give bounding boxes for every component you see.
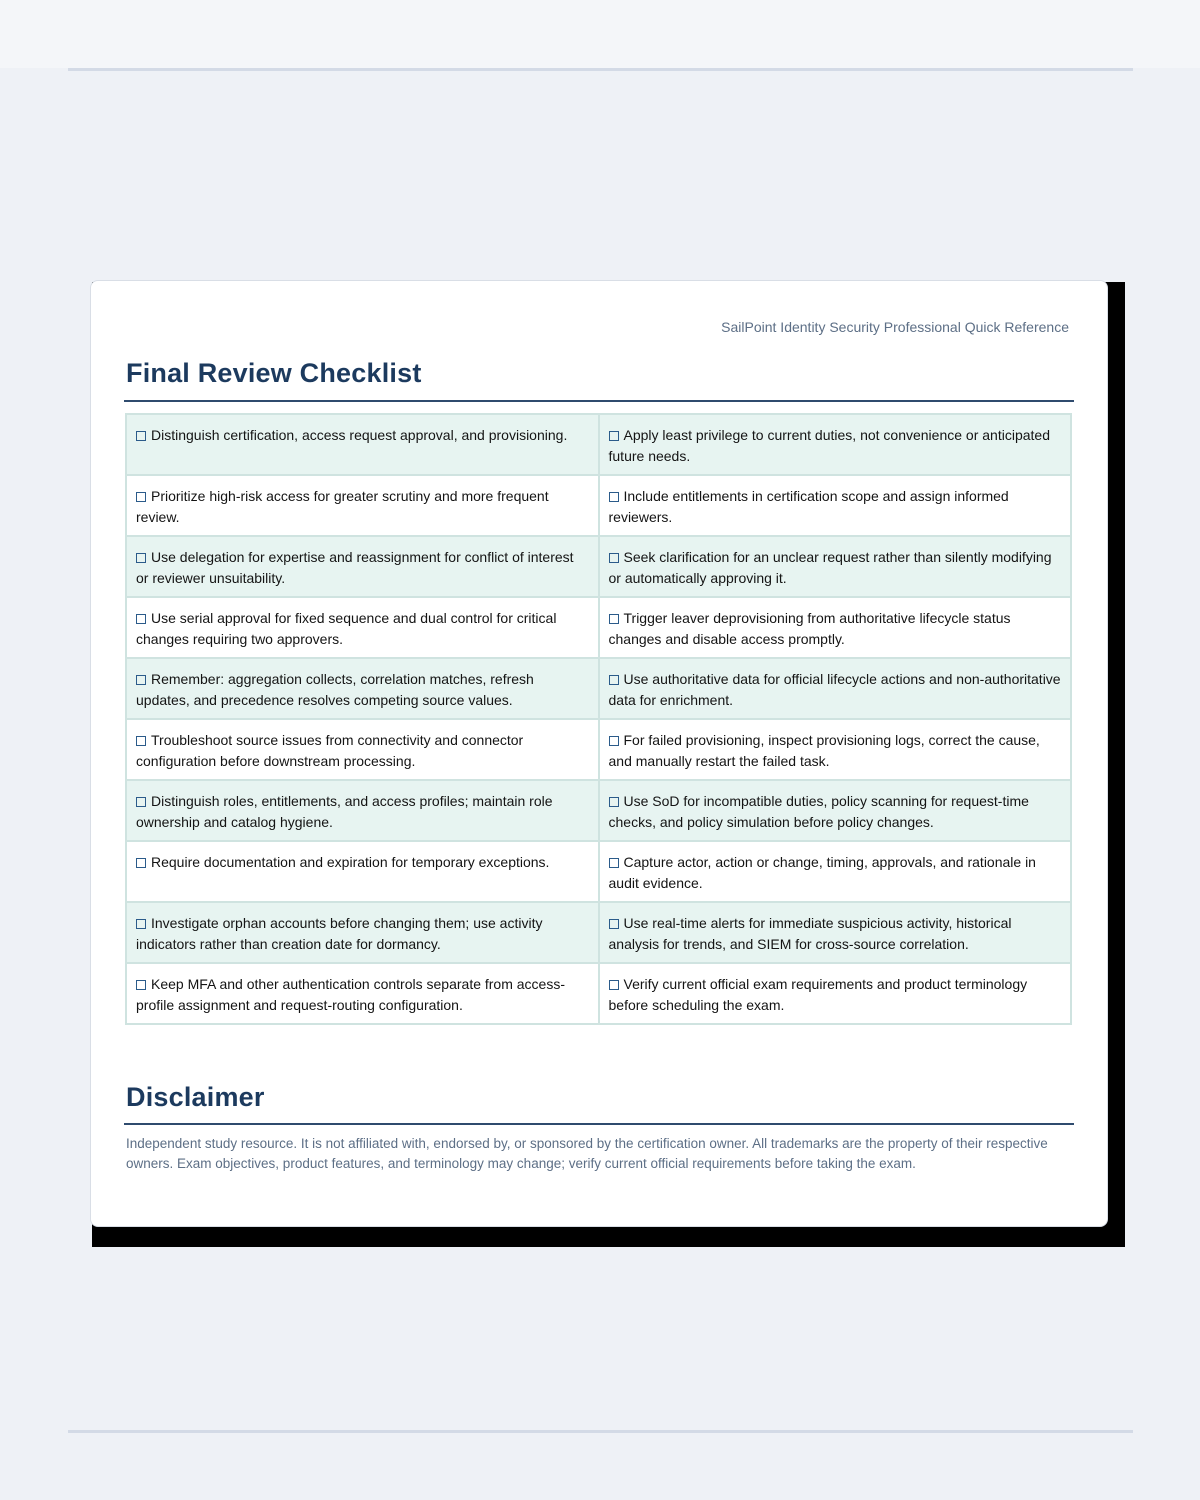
checklist-row — [126, 902, 1071, 963]
checkbox-icon — [609, 553, 619, 563]
checkbox-icon — [609, 614, 619, 624]
checkbox-icon — [136, 858, 146, 868]
checklist-item — [126, 719, 599, 780]
checkbox-icon — [136, 919, 146, 929]
checklist-row — [126, 536, 1071, 597]
checklist-item — [126, 536, 599, 597]
checkbox-icon — [609, 736, 619, 746]
checklist-item-text: For failed provisioning, inspect provisioning logs, correct the cause, and manually restart the failed task. — [608, 732, 1040, 769]
checkbox-icon — [609, 797, 619, 807]
checkbox-icon — [136, 614, 146, 624]
checkbox-icon — [609, 431, 619, 441]
checklist-item — [599, 780, 1072, 841]
checklist-item — [126, 414, 599, 475]
checklist-item — [126, 963, 599, 1024]
disclaimer-title-rule — [124, 1123, 1074, 1125]
checklist-item-text: Use SoD for incompatible duties, policy scanning for request-time checks, and policy simulation before policy changes. — [608, 793, 1029, 830]
checklist-item — [599, 963, 1072, 1024]
checklist-item — [599, 475, 1072, 536]
checklist-item-text: Troubleshoot source issues from connectivity and connector configuration before downstream processing. — [136, 732, 524, 769]
checkbox-icon — [609, 919, 619, 929]
disclaimer-title: Disclaimer — [126, 1082, 265, 1112]
checkbox-icon — [609, 858, 619, 868]
checklist-row — [126, 475, 1071, 536]
checklist-row — [126, 841, 1071, 902]
checklist-title-rule — [124, 400, 1074, 402]
bottom-divider — [68, 1430, 1133, 1433]
checklist-item — [599, 841, 1072, 902]
checklist-row — [126, 597, 1071, 658]
checklist-row — [126, 780, 1071, 841]
disclaimer-text: Independent study resource. It is not affiliated with, endorsed by, or sponsored by the certification owner. All trademarks are the property of their respective owners. Exam objectives, product features, and terminology may change; verify current official requirements before taking the exam. — [126, 1136, 1048, 1171]
checklist-title: Final Review Checklist — [126, 358, 422, 388]
checklist-item-text: Investigate orphan accounts before changing them; use activity indicators rather than creation date for dormancy. — [136, 915, 543, 952]
checklist-item — [599, 902, 1072, 963]
checklist-item-text: Trigger leaver deprovisioning from authoritative lifecycle status changes and disable access promptly. — [608, 610, 1011, 647]
top-divider — [68, 68, 1133, 71]
checklist-item-text: Verify current official exam requirements and product terminology before scheduling the exam. — [608, 976, 1028, 1013]
checklist-item-text: Require documentation and expiration for temporary exceptions. — [151, 854, 550, 870]
checklist-table — [125, 413, 1072, 1025]
checklist-row — [126, 414, 1071, 475]
checkbox-icon — [136, 431, 146, 441]
checkbox-icon — [136, 553, 146, 563]
checkbox-icon — [136, 736, 146, 746]
checklist-item-text: Keep MFA and other authentication controls separate from access-profile assignment and request-routing configuration. — [136, 976, 566, 1013]
checklist-row — [126, 963, 1071, 1024]
checkbox-icon — [609, 675, 619, 685]
checklist-item-text: Capture actor, action or change, timing, approvals, and rationale in audit evidence. — [608, 854, 1036, 891]
checklist-item — [126, 780, 599, 841]
checklist-item — [599, 597, 1072, 658]
checklist-item — [599, 719, 1072, 780]
checklist-item — [126, 475, 599, 536]
checklist-row — [126, 658, 1071, 719]
checkbox-icon — [136, 492, 146, 502]
checkbox-icon — [609, 980, 619, 990]
checklist-item — [599, 658, 1072, 719]
checklist-item-text: Seek clarification for an unclear request rather than silently modifying or automatically approving it. — [608, 549, 1052, 586]
document-page — [90, 280, 1108, 1227]
checklist-item-text: Apply least privilege to current duties, not convenience or anticipated future needs. — [608, 427, 1050, 464]
checklist-row — [126, 719, 1071, 780]
checklist-item — [599, 414, 1072, 475]
checkbox-icon — [136, 797, 146, 807]
checklist-item-text: Prioritize high-risk access for greater scrutiny and more frequent review. — [136, 488, 549, 525]
checklist-item-text: Use delegation for expertise and reassignment for conflict of interest or reviewer unsuitability. — [136, 549, 574, 586]
checklist-item — [126, 902, 599, 963]
running-header: SailPoint Identity Security Professional Quick Reference — [721, 319, 1069, 335]
checklist-item-text: Use serial approval for fixed sequence and dual control for critical changes requiring two approvers. — [136, 610, 557, 647]
checklist-item — [599, 536, 1072, 597]
checklist-item-text: Use real-time alerts for immediate suspicious activity, historical analysis for trends, and SIEM for cross-source correlation. — [608, 915, 1012, 952]
top-band — [0, 0, 1200, 68]
checklist-item — [126, 658, 599, 719]
checklist-item-text: Remember: aggregation collects, correlation matches, refresh updates, and precedence resolves competing source values. — [136, 671, 534, 708]
checkbox-icon — [609, 492, 619, 502]
checklist-item — [126, 597, 599, 658]
checklist-item-text: Use authoritative data for official lifecycle actions and non-authoritative data for enrichment. — [608, 671, 1061, 708]
checklist-item — [126, 841, 599, 902]
checkbox-icon — [136, 675, 146, 685]
checklist-item-text: Distinguish certification, access request approval, and provisioning. — [151, 427, 568, 443]
checkbox-icon — [136, 980, 146, 990]
checklist-item-text: Distinguish roles, entitlements, and access profiles; maintain role ownership and catalog hygiene. — [136, 793, 553, 830]
checklist-item-text: Include entitlements in certification scope and assign informed reviewers. — [608, 488, 1009, 525]
